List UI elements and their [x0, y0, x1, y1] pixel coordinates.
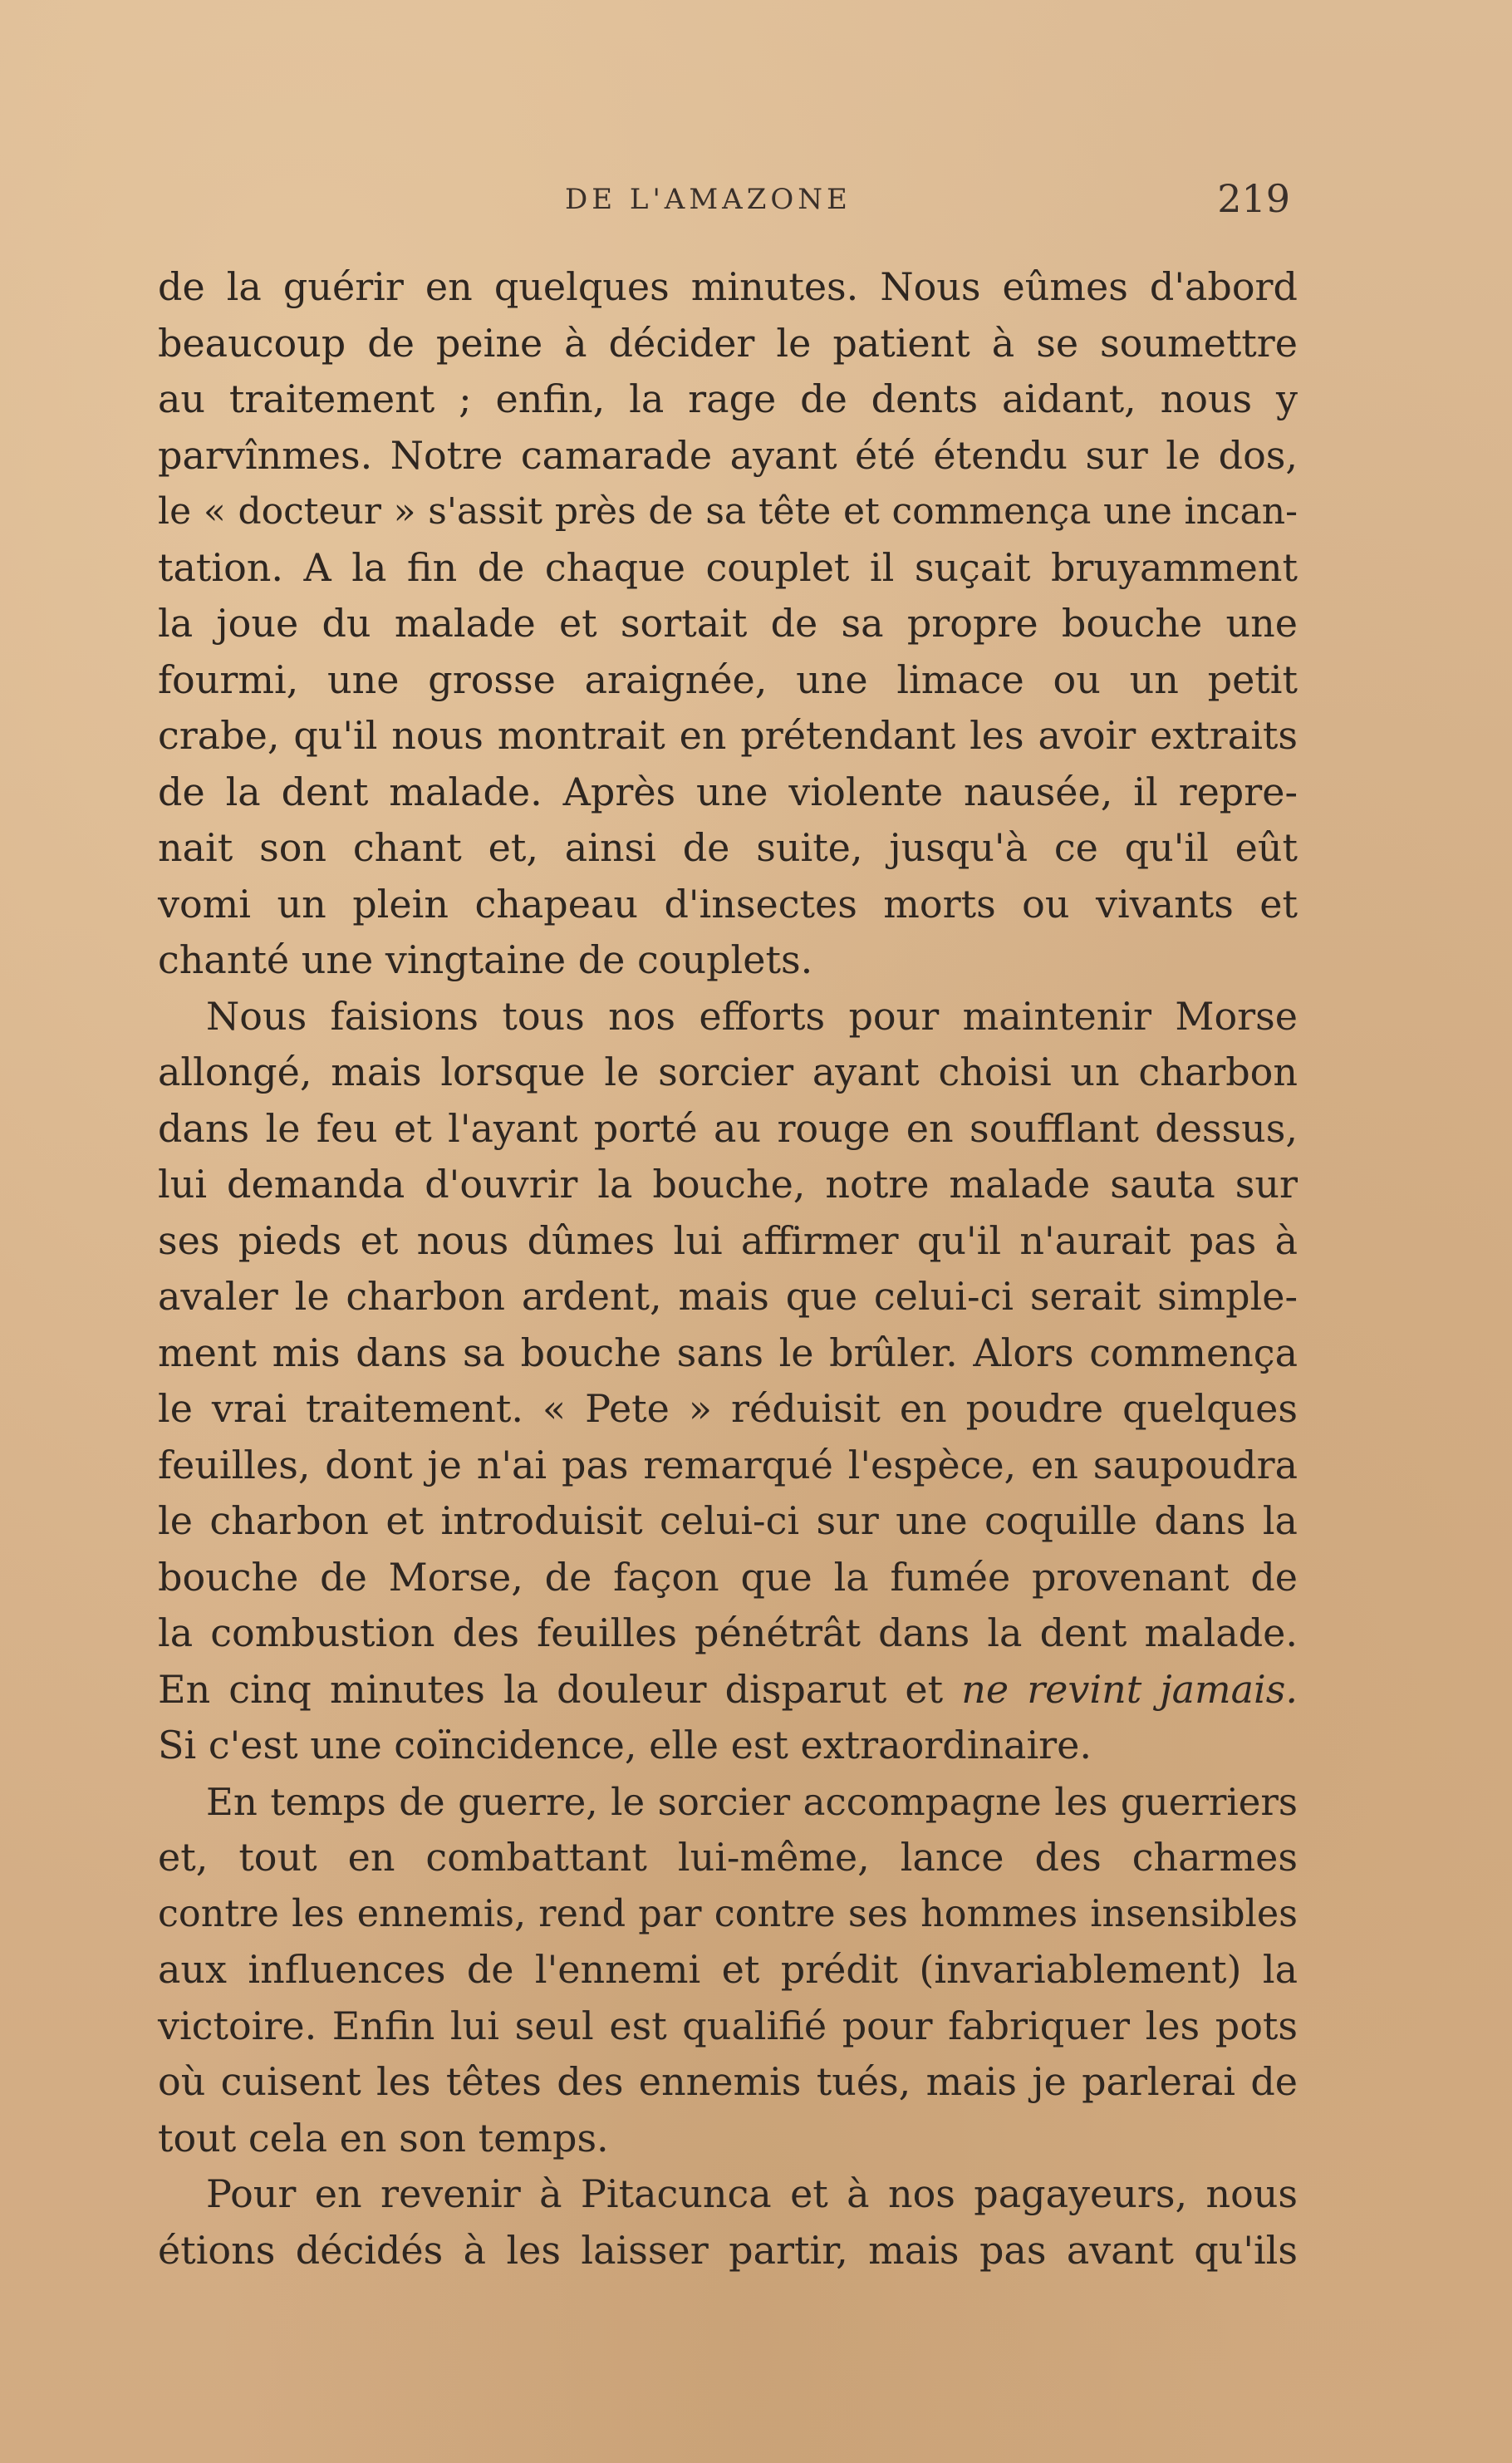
text-line: contre les ennemis, rend par contre ses hommes insensibles — [158, 1892, 1298, 1935]
text-line: vomi un plein chapeau d'insectes morts ou vivants et — [158, 881, 1298, 927]
text-line: victoire. Enfin lui seul est qualifié pour fabriquer les pots — [158, 2003, 1298, 2048]
text-line: crabe, qu'il nous montrait en prétendant les avoir extraits — [158, 713, 1298, 758]
text-line: la joue du malade et sortait de sa propre bouche une — [158, 601, 1298, 646]
text-line: Nous faisions tous nos efforts pour maintenir Morse — [206, 993, 1298, 1039]
text-line: parvînmes. Notre camarade ayant été étendu sur le dos, — [158, 432, 1298, 478]
text-line: de la guérir en quelques minutes. Nous eûmes d'abord — [158, 264, 1298, 309]
text-line: dans le feu et l'ayant porté au rouge en soufflant dessus, — [158, 1105, 1298, 1151]
text-line: fourmi, une grosse araignée, une limace ou un petit — [158, 656, 1298, 702]
paragraph-1 — [158, 259, 1298, 989]
text-line: ment mis dans sa bouche sans le brûler. Alors commença — [158, 1330, 1298, 1375]
page-number: 219 — [1217, 176, 1290, 221]
text-line: où cuisent les têtes des ennemis tués, mais je parlerai de — [158, 2059, 1298, 2104]
text-line: au traitement ; enfin, la rage de dents aidant, nous y — [158, 376, 1298, 421]
page-header — [158, 176, 1300, 226]
text-line: Si c'est une coïncidence, elle est extraordinaire. — [158, 1723, 1092, 1767]
text-line: aux influences de l'ennemi et prédit (invariablement) la — [158, 1947, 1298, 1992]
text-line: de la dent malade. Après une violente nausée, il repre- — [158, 769, 1298, 814]
text-line: chanté une vingtaine de couplets. — [158, 937, 813, 982]
text-line: allongé, mais lorsque le sorcier ayant choisi un charbon — [158, 1050, 1298, 1094]
text-line: tation. A la fin de chaque couplet il suçait bruyamment — [158, 544, 1298, 590]
text-line: la combustion des feuilles pénétrât dans la dent malade. — [158, 1610, 1298, 1655]
text-line: En temps de guerre, le sorcier accompagne les guerriers — [206, 1779, 1298, 1824]
italic-text: ne revint jamais. — [961, 1666, 1298, 1712]
text-line: et, tout en combattant lui-même, lance des charmes — [158, 1835, 1298, 1880]
text-line-with-italic — [158, 1662, 1298, 1718]
body-text — [158, 259, 1298, 2279]
text-line: tout cela en son temps. — [158, 2115, 609, 2161]
text-line: ses pieds et nous dûmes lui affirmer qu'il n'aurait pas à — [158, 1217, 1298, 1263]
text-line: bouche de Morse, de façon que la fumée provenant de — [158, 1554, 1298, 1600]
text-line: étions décidés à les laisser partir, mais pas avant qu'ils — [158, 2227, 1298, 2273]
text-segment: En cinq minutes la douleur disparut et — [158, 1666, 962, 1712]
text-line: beaucoup de peine à décider le patient à se soumettre — [158, 320, 1298, 366]
paragraph-4 — [158, 2166, 1298, 2279]
text-line: le charbon et introduisit celui-ci sur une coquille dans la — [158, 1498, 1298, 1543]
running-head: DE L'AMAZONE — [565, 183, 852, 216]
text-line: nait son chant et, ainsi de suite, jusqu'à ce qu'il eût — [158, 825, 1298, 870]
text-line: lui demanda d'ouvrir la bouche, notre malade sauta sur — [158, 1162, 1298, 1207]
text-line: Pour en revenir à Pitacunca et à nos pagayeurs, nous — [206, 2171, 1298, 2216]
text-line: le vrai traitement. « Pete » réduisit en poudre quelques — [158, 1386, 1298, 1431]
text-line: avaler le charbon ardent, mais que celui-ci serait simple- — [158, 1274, 1298, 1319]
text-line: le « docteur » s'assit près de sa tête et commença une incan- — [158, 490, 1298, 533]
paragraph-3 — [158, 1774, 1298, 2167]
text-line: feuilles, dont je n'ai pas remarqué l'espèce, en saupoudra — [158, 1442, 1298, 1487]
paragraph-2 — [158, 989, 1298, 1774]
